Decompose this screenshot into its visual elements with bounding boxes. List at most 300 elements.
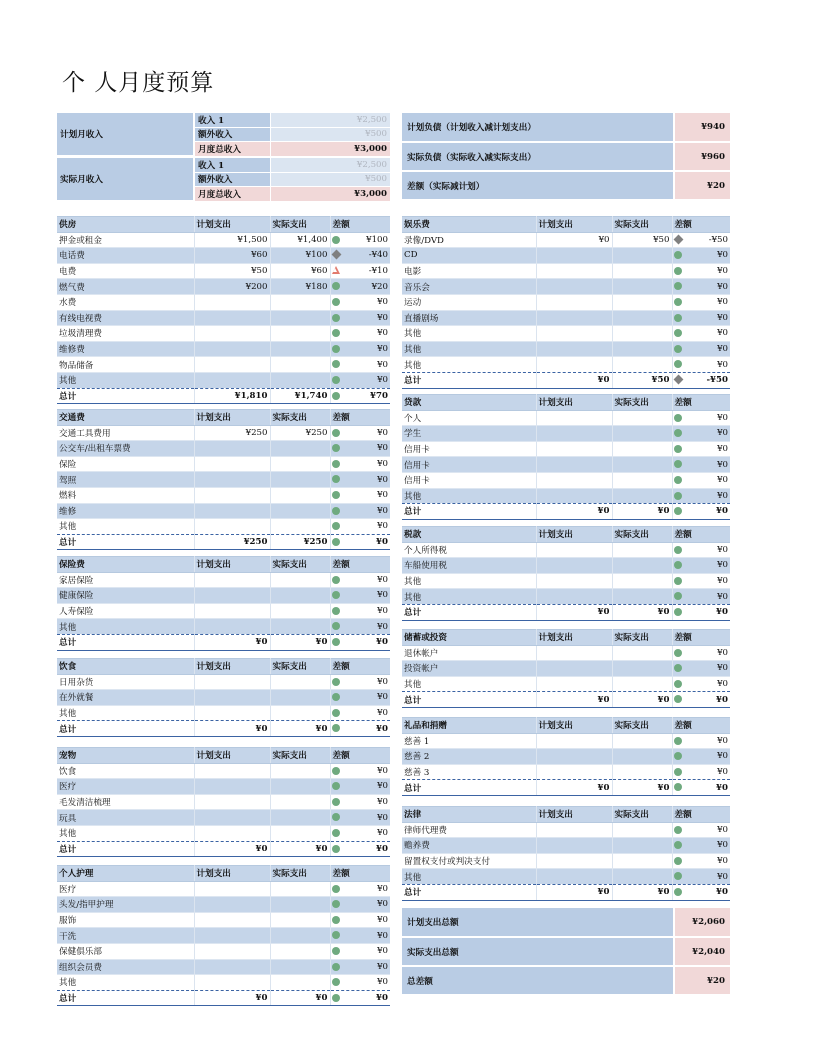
actual-cell[interactable]: ¥50 [612, 232, 672, 248]
actual-cell[interactable] [612, 472, 672, 488]
expense-item[interactable]: 家居保险 [57, 572, 194, 588]
income-label: 额外收入 [194, 127, 270, 142]
planned-cell[interactable] [194, 881, 270, 897]
actual-cell[interactable] [612, 310, 672, 326]
expense-item[interactable]: 维修 [57, 503, 194, 519]
actual-cell[interactable] [270, 705, 330, 721]
actual-cell[interactable] [612, 869, 672, 885]
difference-value: -¥40 [330, 248, 390, 264]
expense-item[interactable]: 其他 [57, 825, 194, 841]
category-header [402, 718, 730, 734]
expense-item[interactable]: 其他 [402, 676, 536, 692]
actual-cell[interactable] [270, 294, 330, 310]
actual-cell[interactable] [270, 943, 330, 959]
expense-item[interactable]: 燃气费 [57, 279, 194, 295]
expense-item[interactable]: 电费 [57, 263, 194, 279]
expense-item[interactable]: 直播剧场 [402, 310, 536, 326]
actual-cell[interactable] [270, 674, 330, 690]
pets-block [57, 747, 390, 857]
difference-value: -¥50 [672, 372, 730, 388]
category-title: 交通费 [57, 410, 194, 426]
planned-cell[interactable] [194, 897, 270, 913]
expense-item[interactable]: 医疗 [57, 779, 194, 795]
difference-value: ¥0 [330, 928, 390, 944]
planned-cell[interactable] [194, 487, 270, 503]
planned-cell[interactable] [536, 410, 612, 426]
actual-cell[interactable] [270, 619, 330, 635]
actual-cell[interactable] [612, 341, 672, 357]
planned-cell[interactable] [194, 294, 270, 310]
planned-header: 计划支出 [194, 748, 270, 764]
status-circle-icon [674, 826, 682, 834]
actual-header: 实际支出 [612, 718, 672, 734]
total-actual: ¥250 [270, 534, 330, 550]
status-circle-icon [332, 314, 340, 322]
expense-item[interactable]: 其他 [57, 519, 194, 535]
expense-item[interactable]: 驾照 [57, 472, 194, 488]
planned-cell[interactable] [194, 441, 270, 457]
expense-item[interactable]: 学生 [402, 426, 536, 442]
transport-block [57, 409, 390, 550]
planned-cell[interactable] [194, 825, 270, 841]
difference-value: ¥0 [672, 472, 730, 488]
actual-cell[interactable] [270, 472, 330, 488]
actual-cell[interactable] [270, 881, 330, 897]
actual-cell[interactable] [270, 572, 330, 588]
actual-cell[interactable] [612, 838, 672, 854]
planned-cell[interactable]: ¥0 [536, 232, 612, 248]
category-header [57, 659, 390, 675]
table-row [57, 372, 390, 388]
expense-item[interactable]: 维修费 [57, 341, 194, 357]
planned-cell[interactable]: ¥1,500 [194, 232, 270, 248]
planned-cell[interactable] [194, 326, 270, 342]
food-block [57, 658, 390, 737]
planned-cell[interactable] [536, 749, 612, 765]
planned-cell[interactable] [194, 943, 270, 959]
difference-value: ¥0 [672, 733, 730, 749]
actual-cell[interactable] [270, 763, 330, 779]
planned-cell[interactable] [536, 341, 612, 357]
planned-cell[interactable]: ¥50 [194, 263, 270, 279]
expense-item[interactable]: 留置权支付或判决支付 [402, 853, 536, 869]
planned-cell[interactable] [536, 357, 612, 373]
expense-item[interactable]: 其他 [57, 705, 194, 721]
planned-cell[interactable]: ¥250 [194, 425, 270, 441]
actual-cell[interactable] [612, 822, 672, 838]
loans-block [402, 394, 730, 520]
difference-value: ¥0 [672, 558, 730, 574]
actual-cell[interactable] [612, 248, 672, 264]
actual-cell[interactable] [612, 733, 672, 749]
planned-header: 计划支出 [536, 395, 612, 411]
expense-item[interactable]: 信用卡 [402, 457, 536, 473]
income-value[interactable]: ¥500 [270, 127, 390, 142]
actual-cell[interactable] [270, 810, 330, 826]
expense-item[interactable]: 信用卡 [402, 472, 536, 488]
expense-item[interactable]: 律师代理费 [402, 822, 536, 838]
actual-cell[interactable] [612, 357, 672, 373]
difference-value: ¥20 [330, 279, 390, 295]
actual-cell[interactable] [270, 519, 330, 535]
expense-item[interactable]: 信用卡 [402, 441, 536, 457]
table-row [57, 959, 390, 975]
table-row [402, 410, 730, 426]
expense-item[interactable]: 有线电视费 [57, 310, 194, 326]
expense-item[interactable]: 慈善 1 [402, 733, 536, 749]
actual-cell[interactable] [270, 456, 330, 472]
expense-item[interactable]: 其他 [402, 488, 536, 504]
table-row [57, 310, 390, 326]
planned-cell[interactable] [536, 426, 612, 442]
actual-cell[interactable]: ¥60 [270, 263, 330, 279]
planned-cell[interactable] [194, 912, 270, 928]
expense-item[interactable]: 保健俱乐部 [57, 943, 194, 959]
planned-cell[interactable] [536, 326, 612, 342]
difference-value: ¥0 [672, 853, 730, 869]
expense-item[interactable]: 在外就餐 [57, 690, 194, 706]
table-row [57, 248, 390, 264]
status-circle-icon [674, 267, 682, 275]
actual-cell[interactable] [270, 928, 330, 944]
actual-cell[interactable] [270, 441, 330, 457]
status-circle-icon [674, 445, 682, 453]
planned-cell[interactable] [536, 310, 612, 326]
planned-header: 计划支出 [536, 807, 612, 823]
difference-value: ¥0 [672, 822, 730, 838]
table-row [57, 279, 390, 295]
table-row [57, 912, 390, 928]
planned-cell[interactable] [536, 764, 612, 780]
planned-cell[interactable] [536, 853, 612, 869]
total-label: 总计 [57, 841, 194, 857]
total-actual: ¥0 [612, 780, 672, 796]
table-row [57, 326, 390, 342]
expense-item[interactable]: 人寿保险 [57, 603, 194, 619]
status-circle-icon [332, 947, 340, 955]
planned-cell[interactable] [536, 263, 612, 279]
planned-cell[interactable] [194, 372, 270, 388]
planned-cell[interactable] [194, 705, 270, 721]
planned-cell[interactable] [194, 794, 270, 810]
status-circle-icon [674, 546, 682, 554]
total-label: 总计 [57, 721, 194, 737]
total-label: 总计 [57, 388, 194, 404]
planned-cell[interactable] [194, 519, 270, 535]
total-label: 总计 [57, 990, 194, 1006]
planned-cell[interactable] [536, 441, 612, 457]
expense-item[interactable]: 健康保险 [57, 588, 194, 604]
actual-cell[interactable] [270, 603, 330, 619]
expense-item[interactable]: 饮食 [57, 763, 194, 779]
status-circle-icon [332, 444, 340, 452]
actual-cell[interactable] [270, 959, 330, 975]
actual-cell[interactable] [612, 542, 672, 558]
planned-cell[interactable] [536, 248, 612, 264]
planned-cell[interactable] [536, 869, 612, 885]
actual-cell[interactable] [612, 661, 672, 677]
actual-cell[interactable] [612, 558, 672, 574]
expense-item[interactable]: 其他 [57, 372, 194, 388]
table-row [402, 589, 730, 605]
expense-item[interactable]: 头发/指甲护理 [57, 897, 194, 913]
status-circle-icon [674, 695, 682, 703]
expense-item[interactable]: 退休帐户 [402, 645, 536, 661]
expense-item[interactable]: 录像/DVD [402, 232, 536, 248]
table-row [57, 881, 390, 897]
expense-item[interactable]: 电话费 [57, 248, 194, 264]
status-circle-icon [332, 345, 340, 353]
status-circle-icon [332, 994, 340, 1002]
planned-cell[interactable] [536, 558, 612, 574]
table-row [402, 294, 730, 310]
planned-cell[interactable] [536, 733, 612, 749]
total-row [402, 504, 730, 520]
difference-value: ¥0 [330, 912, 390, 928]
actual-cell[interactable] [612, 326, 672, 342]
planned-cell[interactable] [194, 341, 270, 357]
actual-cell[interactable] [270, 690, 330, 706]
expense-item[interactable]: 电影 [402, 263, 536, 279]
table-row [57, 897, 390, 913]
actual-cell[interactable] [612, 676, 672, 692]
planned-header: 计划支出 [194, 557, 270, 573]
income-label: 收入 1 [194, 158, 270, 172]
table-row [402, 558, 730, 574]
income-value[interactable]: ¥500 [270, 172, 390, 187]
expense-item[interactable]: 保险 [57, 456, 194, 472]
actual-cell[interactable] [270, 897, 330, 913]
planned-cell[interactable] [194, 674, 270, 690]
expense-item[interactable]: 玩具 [57, 810, 194, 826]
planned-cell[interactable] [536, 488, 612, 504]
actual-cell[interactable] [270, 487, 330, 503]
category-header [57, 866, 390, 882]
expense-item[interactable]: 个人 [402, 410, 536, 426]
planned-cell[interactable] [194, 959, 270, 975]
planned-cell[interactable] [536, 676, 612, 692]
actual-header: 实际支出 [270, 217, 330, 233]
actual-cell[interactable] [612, 457, 672, 473]
planned-cell[interactable] [536, 472, 612, 488]
table-row [402, 279, 730, 295]
planned-cell[interactable] [536, 542, 612, 558]
planned-cell[interactable] [536, 661, 612, 677]
planned-cell[interactable] [536, 645, 612, 661]
expense-item[interactable]: 其他 [402, 573, 536, 589]
expense-item[interactable]: 公交车/出租车票费 [57, 441, 194, 457]
table-row [402, 326, 730, 342]
actual-cell[interactable]: ¥1,400 [270, 232, 330, 248]
actual-cell[interactable] [612, 488, 672, 504]
total-actual: ¥0 [270, 990, 330, 1006]
total-row [57, 721, 390, 737]
actual-cell[interactable] [612, 426, 672, 442]
expense-item[interactable]: 干洗 [57, 928, 194, 944]
total-actual: ¥1,740 [270, 388, 330, 404]
difference-value: ¥70 [330, 388, 390, 404]
actual-cell[interactable] [270, 912, 330, 928]
table-row [402, 764, 730, 780]
actual-cell[interactable] [612, 279, 672, 295]
income-value[interactable]: ¥2,500 [270, 158, 390, 172]
expense-item[interactable]: 其他 [402, 341, 536, 357]
actual-cell[interactable] [270, 372, 330, 388]
difference-value: ¥0 [672, 357, 730, 373]
expense-item[interactable]: 毛发清洁梳理 [57, 794, 194, 810]
expense-item[interactable]: 押金或租金 [57, 232, 194, 248]
expense-item[interactable]: 赡养费 [402, 838, 536, 854]
actual-cell[interactable] [612, 589, 672, 605]
actual-cell[interactable] [612, 764, 672, 780]
expense-item[interactable]: 慈善 3 [402, 764, 536, 780]
planned-cell[interactable] [194, 472, 270, 488]
planned-cell[interactable] [194, 310, 270, 326]
planned-cell[interactable] [536, 573, 612, 589]
expense-item[interactable]: 投资帐户 [402, 661, 536, 677]
income-value[interactable]: ¥2,500 [270, 113, 390, 127]
category-title: 保险费 [57, 557, 194, 573]
expense-item[interactable]: 其他 [57, 975, 194, 991]
insurance-block [57, 556, 390, 651]
housing-block [57, 216, 390, 404]
table-row [57, 456, 390, 472]
difference-header: 差额 [672, 630, 730, 646]
status-circle-icon [674, 251, 682, 259]
actual-cell[interactable] [270, 310, 330, 326]
expense-item[interactable]: 个人所得税 [402, 542, 536, 558]
status-circle-icon [332, 693, 340, 701]
planned-cell[interactable] [194, 975, 270, 991]
expense-item[interactable]: 其他 [402, 357, 536, 373]
expense-item[interactable]: 服饰 [57, 912, 194, 928]
actual-cell[interactable] [270, 825, 330, 841]
difference-value: ¥0 [330, 487, 390, 503]
actual-cell[interactable] [270, 588, 330, 604]
planned-cell[interactable] [194, 779, 270, 795]
actual-cell[interactable]: ¥100 [270, 248, 330, 264]
difference-value: ¥0 [672, 279, 730, 295]
actual-cell[interactable] [612, 263, 672, 279]
planned-cell[interactable] [536, 294, 612, 310]
planned-cell[interactable] [194, 690, 270, 706]
actual-cell[interactable] [612, 294, 672, 310]
planned-cell[interactable] [194, 503, 270, 519]
actual-cell[interactable] [612, 410, 672, 426]
total-row [402, 604, 730, 620]
table-row [402, 661, 730, 677]
totals-summary-table [402, 908, 730, 996]
expense-item[interactable]: 交通工具费用 [57, 425, 194, 441]
status-diamond-icon [331, 250, 341, 260]
planned-cell[interactable] [194, 928, 270, 944]
planned-cell[interactable] [194, 456, 270, 472]
difference-header: 差额 [672, 395, 730, 411]
planned-cell[interactable]: ¥60 [194, 248, 270, 264]
planned-cell[interactable] [536, 279, 612, 295]
expense-item[interactable]: 日用杂货 [57, 674, 194, 690]
planned-cell[interactable] [194, 603, 270, 619]
actual-cell[interactable] [612, 853, 672, 869]
actual-cell[interactable] [270, 357, 330, 373]
table-row [57, 263, 390, 279]
total-label: 总计 [57, 634, 194, 650]
actual-cell[interactable] [270, 503, 330, 519]
planned-cell[interactable] [536, 589, 612, 605]
planned-cell[interactable] [194, 763, 270, 779]
actual-cell[interactable] [612, 749, 672, 765]
actual-cell[interactable] [612, 645, 672, 661]
expense-item[interactable]: 燃料 [57, 487, 194, 503]
expense-item[interactable]: 车船使用税 [402, 558, 536, 574]
expense-item[interactable]: 组织会员费 [57, 959, 194, 975]
actual-cell[interactable]: ¥250 [270, 425, 330, 441]
expense-item[interactable]: 运动 [402, 294, 536, 310]
status-circle-icon [332, 298, 340, 306]
actual-cell[interactable] [270, 341, 330, 357]
total-actual: ¥0 [612, 692, 672, 708]
difference-value: ¥0 [330, 503, 390, 519]
difference-header: 差额 [672, 217, 730, 233]
actual-cell[interactable] [270, 975, 330, 991]
status-circle-icon [332, 829, 340, 837]
table-row [57, 294, 390, 310]
status-circle-icon [674, 783, 682, 791]
actual-cell[interactable] [612, 573, 672, 589]
total-label: 总计 [402, 692, 536, 708]
planned-cell[interactable]: ¥200 [194, 279, 270, 295]
actual-header: 实际支出 [270, 410, 330, 426]
expense-item[interactable]: 水费 [57, 294, 194, 310]
planned-cell[interactable] [194, 357, 270, 373]
expense-item[interactable]: 垃圾清理费 [57, 326, 194, 342]
total-actual: ¥0 [612, 504, 672, 520]
actual-cell[interactable] [612, 441, 672, 457]
planned-cell[interactable] [194, 810, 270, 826]
total-label: 总计 [57, 534, 194, 550]
table-row [57, 943, 390, 959]
expense-item[interactable]: 音乐会 [402, 279, 536, 295]
expense-item[interactable]: CD [402, 248, 536, 264]
planned-cell[interactable] [194, 588, 270, 604]
total-row [57, 634, 390, 650]
expense-item[interactable]: 医疗 [57, 881, 194, 897]
expense-item[interactable]: 其他 [402, 869, 536, 885]
expense-item[interactable]: 其他 [402, 589, 536, 605]
difference-header: 差额 [672, 527, 730, 543]
actual-cell[interactable] [270, 326, 330, 342]
total-label: 总计 [402, 372, 536, 388]
planned-cell[interactable] [536, 822, 612, 838]
planned-cell[interactable] [194, 572, 270, 588]
category-title: 礼品和捐赠 [402, 718, 536, 734]
expense-item[interactable]: 物品储备 [57, 357, 194, 373]
expense-item[interactable]: 其他 [57, 619, 194, 635]
total-row [57, 388, 390, 404]
planned-cell[interactable] [536, 838, 612, 854]
expense-item[interactable]: 其他 [402, 326, 536, 342]
expense-item[interactable]: 慈善 2 [402, 749, 536, 765]
actual-cell[interactable] [270, 794, 330, 810]
status-diamond-icon [673, 234, 683, 244]
planned-cell[interactable] [194, 619, 270, 635]
total-planned: ¥0 [194, 990, 270, 1006]
table-row [402, 838, 730, 854]
planned-cell[interactable] [536, 457, 612, 473]
actual-cell[interactable]: ¥180 [270, 279, 330, 295]
actual-cell[interactable] [270, 779, 330, 795]
total-row [402, 692, 730, 708]
